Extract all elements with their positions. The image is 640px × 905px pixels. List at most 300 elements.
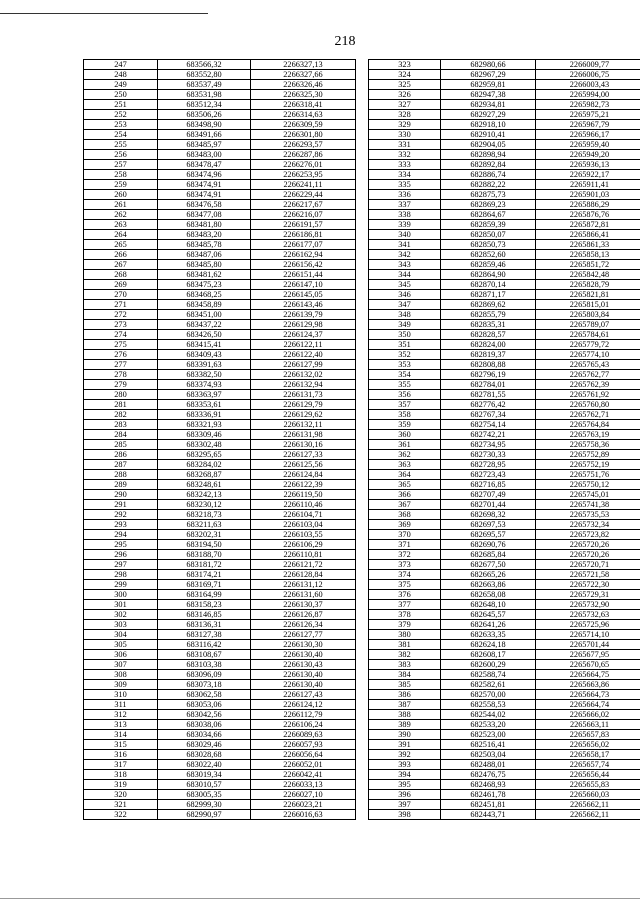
y-coordinate-cell: 2265764,84	[536, 420, 640, 430]
point-number-cell: 375	[369, 580, 441, 590]
coordinates-table-right	[368, 59, 640, 820]
point-number-cell: 331	[369, 140, 441, 150]
x-coordinate-cell: 682990,97	[158, 810, 251, 820]
point-number-cell: 287	[84, 460, 158, 470]
table-row	[84, 410, 356, 420]
table-row	[369, 720, 640, 730]
x-coordinate-cell: 682443,71	[441, 810, 536, 820]
point-number-cell: 314	[84, 730, 158, 740]
point-number-cell: 320	[84, 790, 158, 800]
point-number-cell: 312	[84, 710, 158, 720]
table-row	[369, 500, 640, 510]
y-coordinate-cell: 2266143,46	[251, 300, 356, 310]
x-coordinate-cell: 683374,93	[158, 380, 251, 390]
x-coordinate-cell: 682980,66	[441, 60, 536, 70]
table-row	[369, 210, 640, 220]
x-coordinate-cell: 683034,66	[158, 730, 251, 740]
point-number-cell: 295	[84, 540, 158, 550]
x-coordinate-cell: 682796,19	[441, 370, 536, 380]
point-number-cell: 282	[84, 410, 158, 420]
table-row	[369, 760, 640, 770]
y-coordinate-cell: 2266128,84	[251, 570, 356, 580]
point-number-cell: 280	[84, 390, 158, 400]
y-coordinate-cell: 2266156,42	[251, 260, 356, 270]
table-row	[369, 780, 640, 790]
point-number-cell: 311	[84, 700, 158, 710]
x-coordinate-cell: 683426,50	[158, 330, 251, 340]
x-coordinate-cell: 683295,65	[158, 450, 251, 460]
x-coordinate-cell: 682516,41	[441, 740, 536, 750]
x-coordinate-cell: 682608,17	[441, 650, 536, 660]
table-row	[369, 60, 640, 70]
y-coordinate-cell: 2266126,87	[251, 610, 356, 620]
x-coordinate-cell: 682645,57	[441, 610, 536, 620]
y-coordinate-cell: 2266122,11	[251, 340, 356, 350]
point-number-cell: 254	[84, 130, 158, 140]
point-number-cell: 308	[84, 670, 158, 680]
x-coordinate-cell: 682690,76	[441, 540, 536, 550]
point-number-cell: 356	[369, 390, 441, 400]
point-number-cell: 335	[369, 180, 441, 190]
point-number-cell: 288	[84, 470, 158, 480]
table-row	[84, 620, 356, 630]
x-coordinate-cell: 683202,31	[158, 530, 251, 540]
point-number-cell: 291	[84, 500, 158, 510]
y-coordinate-cell: 2266130,30	[251, 640, 356, 650]
table-row	[84, 60, 356, 70]
y-coordinate-cell: 2265959,40	[536, 140, 640, 150]
point-number-cell: 303	[84, 620, 158, 630]
table-row	[84, 640, 356, 650]
y-coordinate-cell: 2265722,30	[536, 580, 640, 590]
table-row	[369, 90, 640, 100]
point-number-cell: 336	[369, 190, 441, 200]
top-rule	[0, 13, 208, 14]
y-coordinate-cell: 2266191,57	[251, 220, 356, 230]
x-coordinate-cell: 683169,71	[158, 580, 251, 590]
table-row	[369, 140, 640, 150]
table-row	[84, 530, 356, 540]
table-row	[84, 180, 356, 190]
point-number-cell: 253	[84, 120, 158, 130]
y-coordinate-cell: 2265752,89	[536, 450, 640, 460]
table-row	[84, 730, 356, 740]
y-coordinate-cell: 2265762,71	[536, 410, 640, 420]
x-coordinate-cell: 683181,72	[158, 560, 251, 570]
x-coordinate-cell: 682882,22	[441, 180, 536, 190]
point-number-cell: 392	[369, 750, 441, 760]
x-coordinate-cell: 682859,39	[441, 220, 536, 230]
x-coordinate-cell: 683053,06	[158, 700, 251, 710]
x-coordinate-cell: 682859,46	[441, 260, 536, 270]
x-coordinate-cell: 683382,50	[158, 370, 251, 380]
y-coordinate-cell: 2265828,79	[536, 280, 640, 290]
y-coordinate-cell: 2266027,10	[251, 790, 356, 800]
table-row	[84, 140, 356, 150]
point-number-cell: 362	[369, 450, 441, 460]
y-coordinate-cell: 2265936,13	[536, 160, 640, 170]
x-coordinate-cell: 682533,20	[441, 720, 536, 730]
y-coordinate-cell: 2266124,84	[251, 470, 356, 480]
point-number-cell: 301	[84, 600, 158, 610]
point-number-cell: 370	[369, 530, 441, 540]
point-number-cell: 319	[84, 780, 158, 790]
x-coordinate-cell: 682685,84	[441, 550, 536, 560]
x-coordinate-cell: 683096,09	[158, 670, 251, 680]
table-row	[369, 390, 640, 400]
table-row	[84, 280, 356, 290]
y-coordinate-cell: 2265789,07	[536, 320, 640, 330]
table-row	[84, 760, 356, 770]
x-coordinate-cell: 683242,13	[158, 490, 251, 500]
point-number-cell: 297	[84, 560, 158, 570]
table-row	[369, 730, 640, 740]
table-row	[369, 240, 640, 250]
x-coordinate-cell: 682488,01	[441, 760, 536, 770]
table-row	[84, 130, 356, 140]
y-coordinate-cell: 2266130,40	[251, 670, 356, 680]
point-number-cell: 390	[369, 730, 441, 740]
table-row	[369, 750, 640, 760]
x-coordinate-cell: 682641,26	[441, 620, 536, 630]
y-coordinate-cell: 2265765,43	[536, 360, 640, 370]
table-row	[369, 150, 640, 160]
y-coordinate-cell: 2265723,82	[536, 530, 640, 540]
x-coordinate-cell: 682959,81	[441, 80, 536, 90]
table-row	[369, 70, 640, 80]
y-coordinate-cell: 2265720,26	[536, 550, 640, 560]
x-coordinate-cell: 683531,98	[158, 90, 251, 100]
point-number-cell: 316	[84, 750, 158, 760]
y-coordinate-cell: 2266122,40	[251, 350, 356, 360]
table-row	[369, 100, 640, 110]
x-coordinate-cell: 683477,08	[158, 210, 251, 220]
table-row	[84, 750, 356, 760]
table-row	[369, 610, 640, 620]
x-coordinate-cell: 683062,58	[158, 690, 251, 700]
x-coordinate-cell: 682723,43	[441, 470, 536, 480]
y-coordinate-cell: 2265861,33	[536, 240, 640, 250]
y-coordinate-cell: 2266124,12	[251, 700, 356, 710]
x-coordinate-cell: 683537,49	[158, 80, 251, 90]
y-coordinate-cell: 2265949,20	[536, 150, 640, 160]
table-row	[84, 320, 356, 330]
x-coordinate-cell: 682663,86	[441, 580, 536, 590]
point-number-cell: 397	[369, 800, 441, 810]
y-coordinate-cell: 2266103,04	[251, 520, 356, 530]
table-row	[84, 170, 356, 180]
point-number-cell: 348	[369, 310, 441, 320]
bottom-rule	[0, 898, 640, 899]
table-row	[369, 670, 640, 680]
y-coordinate-cell: 2265662,11	[536, 810, 640, 820]
table-row	[369, 630, 640, 640]
x-coordinate-cell: 682808,88	[441, 360, 536, 370]
point-number-cell: 321	[84, 800, 158, 810]
point-number-cell: 273	[84, 320, 158, 330]
point-number-cell: 346	[369, 290, 441, 300]
y-coordinate-cell: 2266056,64	[251, 750, 356, 760]
y-coordinate-cell: 2266130,16	[251, 440, 356, 450]
y-coordinate-cell: 2265657,83	[536, 730, 640, 740]
x-coordinate-cell: 682728,95	[441, 460, 536, 470]
point-number-cell: 318	[84, 770, 158, 780]
point-number-cell: 309	[84, 680, 158, 690]
table-row	[369, 580, 640, 590]
table-row	[369, 200, 640, 210]
table-row	[369, 340, 640, 350]
x-coordinate-cell: 683506,26	[158, 110, 251, 120]
table-row	[84, 310, 356, 320]
y-coordinate-cell: 2265656,02	[536, 740, 640, 750]
point-number-cell: 398	[369, 810, 441, 820]
y-coordinate-cell: 2266127,77	[251, 630, 356, 640]
table-row	[369, 680, 640, 690]
page-number: 218	[334, 34, 356, 49]
x-coordinate-cell: 683022,40	[158, 760, 251, 770]
table-row	[84, 630, 356, 640]
x-coordinate-cell: 682767,34	[441, 410, 536, 420]
table-row	[84, 710, 356, 720]
x-coordinate-cell: 682677,50	[441, 560, 536, 570]
table-row	[369, 510, 640, 520]
point-number-cell: 264	[84, 230, 158, 240]
y-coordinate-cell: 2266106,29	[251, 540, 356, 550]
x-coordinate-cell: 683491,66	[158, 130, 251, 140]
table-row	[84, 770, 356, 780]
x-coordinate-cell: 683498,90	[158, 120, 251, 130]
y-coordinate-cell: 2266124,37	[251, 330, 356, 340]
point-number-cell: 382	[369, 650, 441, 660]
y-coordinate-cell: 2266216,07	[251, 210, 356, 220]
y-coordinate-cell: 2266162,94	[251, 250, 356, 260]
table-row	[84, 650, 356, 660]
point-number-cell: 338	[369, 210, 441, 220]
point-number-cell: 276	[84, 350, 158, 360]
x-coordinate-cell: 682582,61	[441, 680, 536, 690]
table-row	[84, 80, 356, 90]
coordinates-table-left	[83, 59, 356, 820]
x-coordinate-cell: 683116,42	[158, 640, 251, 650]
table-row	[369, 660, 640, 670]
point-number-cell: 380	[369, 630, 441, 640]
point-number-cell: 353	[369, 360, 441, 370]
point-number-cell: 249	[84, 80, 158, 90]
table-row	[369, 570, 640, 580]
x-coordinate-cell: 683108,67	[158, 650, 251, 660]
point-number-cell: 317	[84, 760, 158, 770]
point-number-cell: 393	[369, 760, 441, 770]
y-coordinate-cell: 2266131,60	[251, 590, 356, 600]
table-row	[369, 420, 640, 430]
table-row	[84, 220, 356, 230]
point-number-cell: 315	[84, 740, 158, 750]
y-coordinate-cell: 2266106,24	[251, 720, 356, 730]
x-coordinate-cell: 683485,80	[158, 260, 251, 270]
y-coordinate-cell: 2265664,73	[536, 690, 640, 700]
y-coordinate-cell: 2265815,01	[536, 300, 640, 310]
table-row	[369, 800, 640, 810]
table-row	[84, 400, 356, 410]
x-coordinate-cell: 683028,68	[158, 750, 251, 760]
y-coordinate-cell: 2266186,81	[251, 230, 356, 240]
y-coordinate-cell: 2265982,73	[536, 100, 640, 110]
table-row	[84, 300, 356, 310]
point-number-cell: 345	[369, 280, 441, 290]
table-row	[84, 780, 356, 790]
point-number-cell: 337	[369, 200, 441, 210]
table-row	[369, 690, 640, 700]
table-row	[84, 610, 356, 620]
table-row	[369, 290, 640, 300]
x-coordinate-cell: 683248,61	[158, 480, 251, 490]
table-row	[369, 180, 640, 190]
x-coordinate-cell: 683230,12	[158, 500, 251, 510]
point-number-cell: 284	[84, 430, 158, 440]
point-number-cell: 327	[369, 100, 441, 110]
x-coordinate-cell: 683103,38	[158, 660, 251, 670]
x-coordinate-cell: 682701,44	[441, 500, 536, 510]
y-coordinate-cell: 2265886,29	[536, 200, 640, 210]
x-coordinate-cell: 682665,26	[441, 570, 536, 580]
table-row	[84, 190, 356, 200]
y-coordinate-cell: 2265803,84	[536, 310, 640, 320]
table-row	[369, 400, 640, 410]
x-coordinate-cell: 683136,31	[158, 620, 251, 630]
table-row	[84, 210, 356, 220]
point-number-cell: 285	[84, 440, 158, 450]
x-coordinate-cell: 682869,62	[441, 300, 536, 310]
table-row	[369, 480, 640, 490]
y-coordinate-cell: 2265994,00	[536, 90, 640, 100]
point-number-cell: 347	[369, 300, 441, 310]
y-coordinate-cell: 2265745,01	[536, 490, 640, 500]
point-number-cell: 263	[84, 220, 158, 230]
y-coordinate-cell: 2265750,12	[536, 480, 640, 490]
point-number-cell: 378	[369, 610, 441, 620]
table-row	[84, 720, 356, 730]
table-row	[369, 590, 640, 600]
point-number-cell: 289	[84, 480, 158, 490]
y-coordinate-cell: 2266127,43	[251, 690, 356, 700]
point-number-cell: 268	[84, 270, 158, 280]
x-coordinate-cell: 683268,87	[158, 470, 251, 480]
point-number-cell: 341	[369, 240, 441, 250]
y-coordinate-cell: 2266131,98	[251, 430, 356, 440]
x-coordinate-cell: 682451,81	[441, 800, 536, 810]
y-coordinate-cell: 2266110,81	[251, 550, 356, 560]
x-coordinate-cell: 683476,58	[158, 200, 251, 210]
y-coordinate-cell: 2265758,36	[536, 440, 640, 450]
point-number-cell: 250	[84, 90, 158, 100]
x-coordinate-cell: 683146,85	[158, 610, 251, 620]
point-number-cell: 391	[369, 740, 441, 750]
table-row	[84, 420, 356, 430]
table-row	[369, 360, 640, 370]
y-coordinate-cell: 2266130,37	[251, 600, 356, 610]
x-coordinate-cell: 683481,80	[158, 220, 251, 230]
x-coordinate-cell: 682600,29	[441, 660, 536, 670]
x-coordinate-cell: 682781,55	[441, 390, 536, 400]
x-coordinate-cell: 682730,33	[441, 450, 536, 460]
x-coordinate-cell: 682819,37	[441, 350, 536, 360]
point-number-cell: 340	[369, 230, 441, 240]
x-coordinate-cell: 682658,08	[441, 590, 536, 600]
point-number-cell: 270	[84, 290, 158, 300]
table-row	[84, 100, 356, 110]
y-coordinate-cell: 2266127,33	[251, 450, 356, 460]
point-number-cell: 383	[369, 660, 441, 670]
table-row	[369, 110, 640, 120]
table-row	[369, 230, 640, 240]
y-coordinate-cell: 2266130,43	[251, 660, 356, 670]
y-coordinate-cell: 2266129,62	[251, 410, 356, 420]
point-number-cell: 350	[369, 330, 441, 340]
y-coordinate-cell: 2265763,19	[536, 430, 640, 440]
x-coordinate-cell: 683211,63	[158, 520, 251, 530]
y-coordinate-cell: 2266147,10	[251, 280, 356, 290]
y-coordinate-cell: 2266132,94	[251, 380, 356, 390]
y-coordinate-cell: 2265664,74	[536, 700, 640, 710]
y-coordinate-cell: 2265967,79	[536, 120, 640, 130]
y-coordinate-cell: 2265670,65	[536, 660, 640, 670]
point-number-cell: 371	[369, 540, 441, 550]
table-row	[369, 160, 640, 170]
y-coordinate-cell: 2266119,50	[251, 490, 356, 500]
x-coordinate-cell: 682734,95	[441, 440, 536, 450]
x-coordinate-cell: 682864,67	[441, 210, 536, 220]
point-number-cell: 384	[369, 670, 441, 680]
y-coordinate-cell: 2266293,57	[251, 140, 356, 150]
x-coordinate-cell: 682523,00	[441, 730, 536, 740]
table-row	[84, 440, 356, 450]
y-coordinate-cell: 2265729,31	[536, 590, 640, 600]
table-row	[369, 250, 640, 260]
x-coordinate-cell: 683566,32	[158, 60, 251, 70]
point-number-cell: 322	[84, 810, 158, 820]
table-row	[369, 370, 640, 380]
y-coordinate-cell: 2265966,17	[536, 130, 640, 140]
x-coordinate-cell: 682850,07	[441, 230, 536, 240]
x-coordinate-cell: 683483,20	[158, 230, 251, 240]
x-coordinate-cell: 682784,01	[441, 380, 536, 390]
table-row	[369, 410, 640, 420]
table-row	[369, 310, 640, 320]
x-coordinate-cell: 683353,61	[158, 400, 251, 410]
x-coordinate-cell: 682864,90	[441, 270, 536, 280]
x-coordinate-cell: 682870,14	[441, 280, 536, 290]
table-row	[84, 450, 356, 460]
y-coordinate-cell: 2265901,03	[536, 190, 640, 200]
x-coordinate-cell: 682503,04	[441, 750, 536, 760]
point-number-cell: 379	[369, 620, 441, 630]
y-coordinate-cell: 2265664,75	[536, 670, 640, 680]
table-row	[369, 120, 640, 130]
y-coordinate-cell: 2265911,41	[536, 180, 640, 190]
x-coordinate-cell: 683188,70	[158, 550, 251, 560]
y-coordinate-cell: 2266110,46	[251, 500, 356, 510]
table-row	[369, 260, 640, 270]
table-row	[369, 220, 640, 230]
y-coordinate-cell: 2265663,86	[536, 680, 640, 690]
x-coordinate-cell: 682855,79	[441, 310, 536, 320]
x-coordinate-cell: 682624,18	[441, 640, 536, 650]
table-row	[84, 270, 356, 280]
y-coordinate-cell: 2265866,41	[536, 230, 640, 240]
y-coordinate-cell: 2266121,72	[251, 560, 356, 570]
point-number-cell: 247	[84, 60, 158, 70]
point-number-cell: 305	[84, 640, 158, 650]
